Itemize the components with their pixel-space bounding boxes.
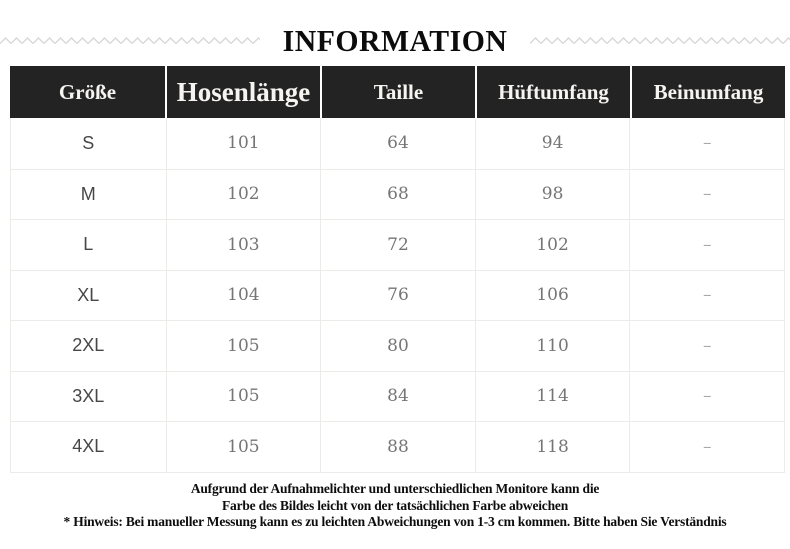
value-cell: 68 [320, 169, 475, 220]
value-cell: 98 [475, 169, 630, 220]
footer-notes [0, 481, 790, 531]
size-cell: 4XL [11, 421, 166, 472]
size-cell: L [11, 219, 166, 270]
footer-note-line2: Farbe des Bildes leicht von der tatsächlichen Farbe abweichen [221, 497, 569, 513]
value-cell: 102 [475, 219, 630, 270]
column-header-groesse: Größe [10, 66, 165, 118]
value-cell: 64 [320, 118, 475, 169]
table-body [10, 118, 785, 473]
value-cell: – [629, 421, 784, 472]
value-cell: 118 [475, 421, 630, 472]
value-cell: 101 [166, 118, 321, 169]
value-cell: 80 [320, 320, 475, 371]
size-cell: XL [11, 270, 166, 321]
size-table [10, 66, 785, 473]
table-header-row [10, 66, 785, 118]
size-cell: S [11, 118, 166, 169]
value-cell: 114 [475, 371, 630, 422]
value-cell: 84 [320, 371, 475, 422]
column-header-beinumfang: Beinumfang [630, 66, 785, 118]
value-cell: – [629, 219, 784, 270]
column-header-hueftumfang: Hüftumfang [475, 66, 630, 118]
value-cell: 103 [166, 219, 321, 270]
zigzag-left-icon [0, 34, 260, 48]
value-cell: – [629, 371, 784, 422]
value-cell: 105 [166, 421, 321, 472]
value-cell: 94 [475, 118, 630, 169]
column-header-hosenlaenge: Hosenlänge [165, 66, 320, 118]
value-cell: – [629, 169, 784, 220]
value-cell: 105 [166, 371, 321, 422]
value-cell: – [629, 118, 784, 169]
zigzag-right-icon [530, 34, 790, 48]
value-cell: 105 [166, 320, 321, 371]
value-cell: 102 [166, 169, 321, 220]
size-cell: 3XL [11, 371, 166, 422]
value-cell: 76 [320, 270, 475, 321]
column-header-taille: Taille [320, 66, 475, 118]
value-cell: – [629, 320, 784, 371]
footer-note-line1: Aufgrund der Aufnahmelichter und unterschiedlichen Monitore kann die [190, 481, 600, 496]
page-title: INFORMATION [282, 23, 508, 58]
value-cell: 106 [475, 270, 630, 321]
size-cell: M [11, 169, 166, 220]
value-cell: 110 [475, 320, 630, 371]
value-cell: – [629, 270, 784, 321]
value-cell: 104 [166, 270, 321, 321]
size-cell: 2XL [11, 320, 166, 371]
page-header [0, 16, 790, 66]
value-cell: 72 [320, 219, 475, 270]
footer-hint-line: * Hinweis: Bei manueller Messung kann es zu leichten Abweichungen von 1-3 cm kommen. Bitte haben Sie Verständnis [63, 514, 727, 529]
value-cell: 88 [320, 421, 475, 472]
